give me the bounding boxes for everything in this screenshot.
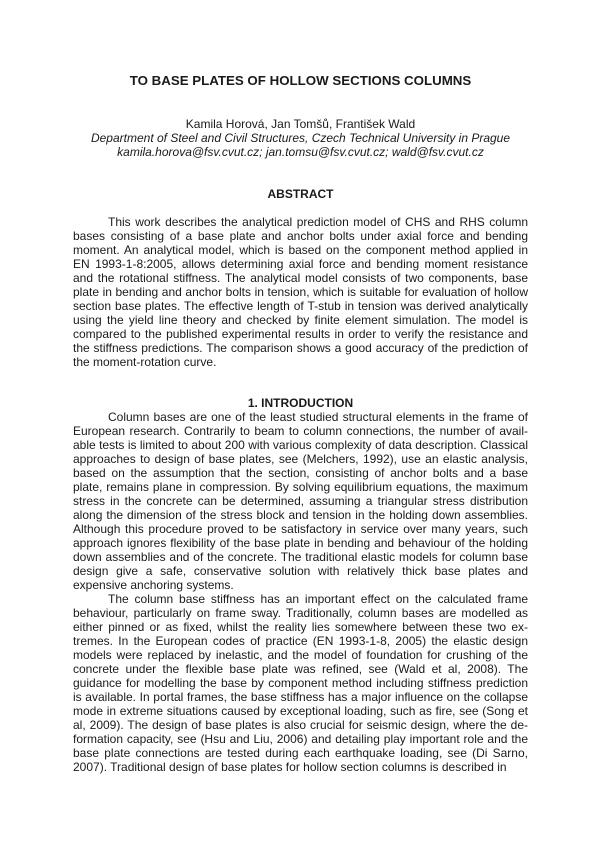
paragraph: [73, 410, 528, 592]
section-heading-introduction: 1. INTRODUCTION: [247, 396, 354, 410]
paragraph-text: Column bases are one of the least studied structural elements in the frame of European research. Contrarily to beam to column connections, the number of available tests is limited to about 200 with various complexity of data description. Classical approaches to design of base plates, see (Melchers, 1992), use an elastic analysis, based on the assumption that the section, consisting of anchor bolts and a base plate, remains plane in compression. By solving equilibrium equations, the maximum stress in the concrete can be determined, assuming a triangular stress distribution along the dimension of the stress block and tension in the holding down assemblies. Although this procedure proved to be satisfactory in service over many years, such approach ignores flexibility of the base plate in bending and behaviour of the holding down assemblies and of the concrete. The traditional elastic models for column base design give a safe, conservative solution with relatively thick base plates and expensive anchoring systems.: [73, 410, 528, 592]
author-names: Kamila Horová, Jan Tomšů, František Wald: [185, 117, 416, 131]
paragraph: [73, 592, 528, 774]
paper-title: TO BASE PLATES OF HOLLOW SECTIONS COLUMNS: [129, 73, 472, 88]
abstract-heading: ABSTRACT: [267, 187, 334, 201]
abstract-text: This work describes the analytical prediction model of CHS and RHS column bases consisting of a base plate and anchor bolts under axial force and bending moment. An analytical model, which is based on the component method applied in EN 1993-1-8:2005, allows determining axial force and bending moment resistance and the rotational stiffness. The analytical model consists of two components, base plate in bending and anchor bolts in tension, which is suitable for evaluation of hollow section base plates. The effective length of T-stub in tension was derived analytically using the yield line theory and checked by finite element simulation. The model is compared to the published experimental results in order to verify the resistance and the stiffness predictions. The comparison shows a good accuracy of the prediction of the moment-rotation curve.: [73, 215, 528, 369]
author-block: [43, 117, 558, 159]
paragraph-text: The column base stiffness has an important effect on the calculated frame behaviour, particularly on frame sway. Traditionally, column bases are modelled as either pinned or as fixed, whilst the reality lies somewhere between these two extremes. In the European codes of practice (EN 1993-1-8, 2005) the elastic design models were replaced by inelastic, and the model of foundation for crushing of the concrete under the flexible base plate was refined, see (Wald et al, 2008). The guidance for modelling the base by component method including stiffness prediction is available. In portal frames, the base stiffness has a major influence on the collapse mode in extreme situations caused by exceptional loading, such as fire, see (Song et al, 2009). The design of base plates is also crucial for seismic design, where the deformation capacity, see (Hsu and Liu, 2006) and detailing play important role and the base plate connections are tested during each earthquake loading, see (Di Sarno, 2007). Traditional design of base plates for hollow section columns is described in: [73, 592, 528, 774]
introduction-body: [73, 410, 528, 774]
abstract-paragraph: [73, 215, 528, 369]
abstract-body: [73, 215, 528, 369]
author-emails: kamila.horova@fsv.cvut.cz; jan.tomsu@fsv.cvut.cz; wald@fsv.cvut.cz: [117, 145, 484, 159]
affiliation: Department of Steel and Civil Structures, Czech Technical University in Prague: [90, 131, 511, 145]
